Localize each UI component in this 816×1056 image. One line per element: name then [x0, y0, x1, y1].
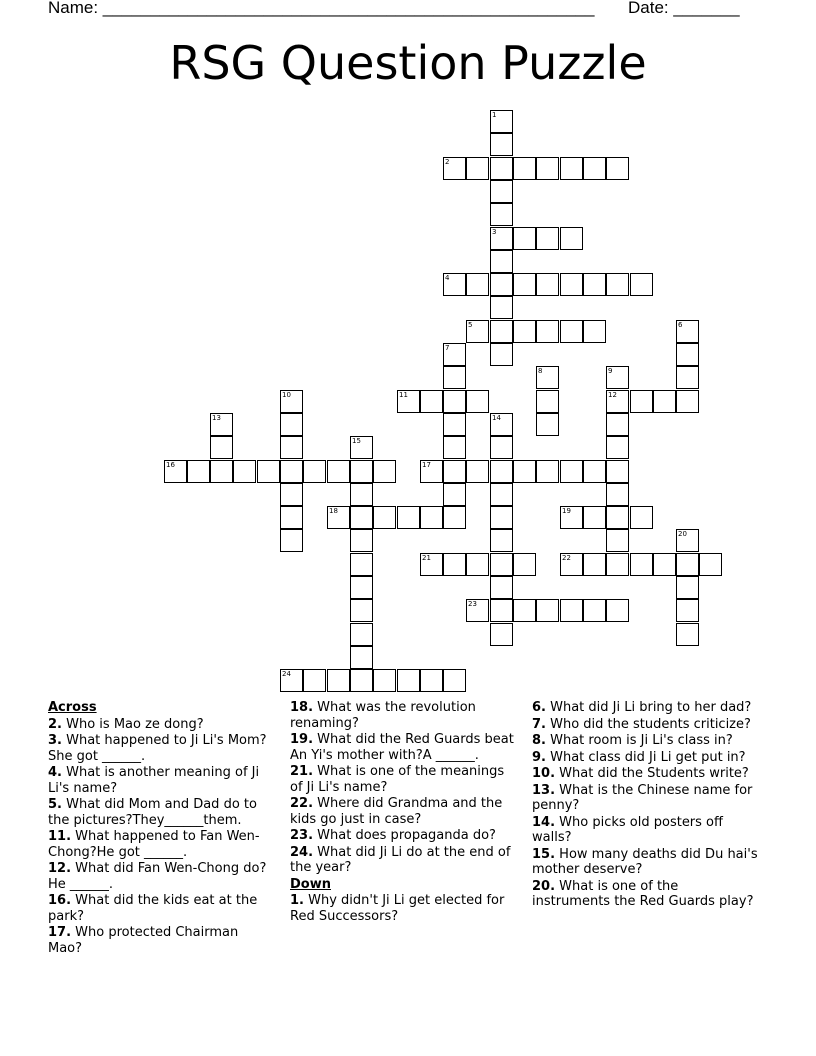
clue-number: 17.	[48, 925, 72, 940]
grid-cell[interactable]	[490, 296, 513, 319]
clue-number-label: 21	[422, 554, 431, 562]
clue-item	[48, 797, 276, 828]
grid-cell[interactable]	[606, 157, 629, 180]
clue-item	[290, 732, 518, 763]
clue-text: How many deaths did Du hai's mother deserve?	[532, 846, 758, 877]
grid-cell[interactable]	[466, 390, 489, 413]
grid-cell[interactable]	[513, 320, 536, 343]
clue-number-label: 11	[399, 391, 408, 399]
grid-cell[interactable]	[350, 646, 373, 669]
clue-item	[290, 796, 518, 827]
grid-cell[interactable]	[490, 133, 513, 156]
clue-text: What was the revolution renaming?	[290, 700, 476, 731]
clue-column-1	[48, 700, 276, 957]
grid-cell[interactable]	[606, 460, 629, 483]
clue-item	[532, 879, 760, 910]
clue-number: 5.	[48, 797, 62, 812]
grid-cell[interactable]	[443, 460, 466, 483]
grid-cell[interactable]	[513, 227, 536, 250]
clue-number-label: 13	[212, 414, 221, 422]
grid-cell[interactable]	[350, 599, 373, 622]
clue-item	[48, 765, 276, 796]
clue-item	[290, 828, 518, 844]
grid-cell[interactable]	[513, 599, 536, 622]
grid-cell[interactable]	[676, 390, 699, 413]
clue-number: 24.	[290, 844, 314, 860]
clue-number-label: 7	[445, 344, 450, 352]
clue-number: 2.	[48, 716, 62, 732]
clue-text: What does propaganda do?	[313, 828, 496, 843]
clue-text: What did the Red Guards beat An Yi's mother with?A ______.	[290, 732, 514, 763]
clue-number-label: 6	[678, 321, 683, 329]
across-heading: Across	[48, 700, 97, 715]
clue-number: 20.	[532, 878, 556, 894]
clue-number: 11.	[48, 829, 72, 844]
grid-cell[interactable]	[443, 553, 466, 576]
clue-number: 22.	[290, 796, 314, 811]
grid-cell[interactable]	[676, 576, 699, 599]
grid-cell[interactable]	[490, 483, 513, 506]
grid-cell[interactable]	[536, 599, 559, 622]
clue-text: What happened to Ji Li's Mom?She got ______.	[48, 733, 267, 764]
grid-cell[interactable]	[350, 460, 373, 483]
clue-text: Who did the students criticize?	[545, 716, 751, 732]
grid-cell[interactable]	[280, 529, 303, 552]
grid-cell[interactable]	[630, 273, 653, 296]
clue-item	[290, 845, 518, 876]
clue-column-2	[290, 700, 518, 925]
grid-cell[interactable]	[280, 460, 303, 483]
clue-number: 12.	[48, 861, 72, 876]
grid-cell[interactable]	[490, 320, 513, 343]
grid-cell[interactable]	[606, 436, 629, 459]
clue-text: What did Ji Li bring to her dad?	[545, 700, 752, 715]
grid-cell[interactable]	[583, 599, 606, 622]
grid-cell[interactable]	[583, 320, 606, 343]
grid-cell[interactable]	[583, 506, 606, 529]
clue-number: 16.	[48, 893, 72, 908]
clue-number: 6.	[532, 700, 546, 715]
grid-cell[interactable]	[536, 460, 559, 483]
grid-cell[interactable]	[350, 553, 373, 576]
grid-cell[interactable]	[443, 669, 466, 692]
clue-number: 21.	[290, 764, 314, 779]
clue-text: Where did Grandma and the kids go just in case?	[290, 796, 503, 827]
clue-text: What did Mom and Dad do to the pictures?They______them.	[48, 797, 257, 828]
grid-cell[interactable]	[536, 413, 559, 436]
clue-text: What is one of the meanings of Ji Li's name?	[290, 764, 505, 795]
grid-cell[interactable]	[560, 227, 583, 250]
grid-cell[interactable]	[303, 669, 326, 692]
grid-cell[interactable]	[466, 553, 489, 576]
grid-cell[interactable]	[303, 460, 326, 483]
clue-text: What is the Chinese name for penny?	[532, 782, 753, 813]
down-heading: Down	[290, 876, 331, 892]
grid-cell[interactable]	[583, 460, 606, 483]
grid-cell[interactable]	[187, 460, 210, 483]
grid-cell[interactable]	[606, 599, 629, 622]
grid-cell[interactable]	[490, 203, 513, 226]
grid-cell[interactable]	[443, 390, 466, 413]
clue-item	[532, 733, 760, 749]
clue-number: 4.	[48, 765, 62, 780]
grid-cell[interactable]	[560, 320, 583, 343]
clue-number-label: 9	[608, 367, 613, 375]
grid-cell[interactable]	[490, 553, 513, 576]
grid-cell[interactable]	[490, 599, 513, 622]
grid-cell[interactable]	[490, 529, 513, 552]
clue-item	[532, 766, 760, 782]
clue-number: 23.	[290, 828, 314, 843]
grid-cell[interactable]	[676, 599, 699, 622]
clue-column-3	[532, 700, 760, 911]
grid-cell[interactable]	[280, 506, 303, 529]
grid-cell[interactable]	[606, 553, 629, 576]
clue-number-label: 18	[329, 507, 338, 515]
clue-text: What class did Ji Li get put in?	[545, 749, 746, 765]
grid-cell[interactable]	[583, 157, 606, 180]
clue-number-label: 1	[492, 111, 497, 119]
grid-cell[interactable]	[490, 576, 513, 599]
clue-item	[48, 893, 276, 924]
grid-cell[interactable]	[350, 506, 373, 529]
grid-cell[interactable]	[373, 669, 396, 692]
clue-number-label: 22	[562, 554, 571, 562]
grid-cell[interactable]	[490, 623, 513, 646]
grid-cell[interactable]	[443, 506, 466, 529]
clue-text: Why didn't Ji Li get elected for Red Successors?	[290, 893, 505, 924]
grid-cell[interactable]	[443, 436, 466, 459]
grid-cell[interactable]	[280, 483, 303, 506]
grid-cell[interactable]	[583, 553, 606, 576]
grid-cell[interactable]	[327, 669, 350, 692]
grid-cell[interactable]	[443, 483, 466, 506]
grid-cell[interactable]	[630, 553, 653, 576]
clue-number-label: 16	[166, 461, 175, 469]
clue-number: 3.	[48, 733, 62, 748]
clue-text: What happened to Fan Wen-Chong?He got ______.	[48, 829, 260, 860]
clue-item	[532, 700, 760, 716]
grid-cell[interactable]	[490, 180, 513, 203]
grid-cell[interactable]	[676, 343, 699, 366]
grid-cell[interactable]	[699, 553, 722, 576]
clue-item	[48, 733, 276, 764]
clue-number: 18.	[290, 700, 314, 715]
grid-cell[interactable]	[397, 669, 420, 692]
clue-number-label: 17	[422, 461, 431, 469]
grid-cell[interactable]	[350, 576, 373, 599]
grid-cell[interactable]	[676, 623, 699, 646]
clue-text: Who picks old posters off walls?	[532, 814, 723, 845]
grid-cell[interactable]	[536, 390, 559, 413]
clue-item	[48, 829, 276, 860]
grid-cell[interactable]	[350, 529, 373, 552]
clue-number-label: 14	[492, 414, 501, 422]
clue-number: 19.	[290, 732, 314, 747]
clue-number-label: 10	[282, 391, 291, 399]
grid-cell[interactable]	[280, 436, 303, 459]
clue-number: 15.	[532, 846, 556, 862]
clue-number-label: 20	[678, 530, 687, 538]
clue-text: What room is Ji Li's class in?	[545, 733, 733, 748]
grid-cell[interactable]	[630, 390, 653, 413]
clue-text: What did Fan Wen-Chong do? He ______.	[48, 861, 267, 892]
grid-cell[interactable]	[606, 483, 629, 506]
grid-cell[interactable]	[490, 343, 513, 366]
grid-cell[interactable]	[513, 553, 536, 576]
grid-cell[interactable]	[466, 460, 489, 483]
grid-cell[interactable]	[606, 273, 629, 296]
clue-item	[532, 815, 760, 846]
grid-cell[interactable]	[490, 273, 513, 296]
clue-item	[532, 717, 760, 733]
clue-text: What did the kids eat at the park?	[48, 893, 258, 924]
clue-item	[532, 783, 760, 814]
clue-number: 1.	[290, 893, 304, 908]
grid-cell[interactable]	[350, 483, 373, 506]
clue-text: What did Ji Li do at the end of the year?	[290, 844, 511, 875]
grid-cell[interactable]	[420, 669, 443, 692]
clue-text: Who protected Chairman Mao?	[48, 925, 239, 956]
clue-number: 9.	[532, 749, 546, 765]
grid-cell[interactable]	[210, 436, 233, 459]
clue-number: 14.	[532, 814, 556, 830]
grid-cell[interactable]	[420, 390, 443, 413]
grid-cell[interactable]	[653, 390, 676, 413]
clue-text: What did the Students write?	[555, 766, 749, 781]
grid-cell[interactable]	[560, 273, 583, 296]
grid-cell[interactable]	[490, 157, 513, 180]
grid-cell[interactable]	[257, 460, 280, 483]
grid-cell[interactable]	[536, 157, 559, 180]
grid-cell[interactable]	[560, 599, 583, 622]
grid-cell[interactable]	[443, 413, 466, 436]
clue-number-label: 5	[468, 321, 473, 329]
clue-number-label: 12	[608, 391, 617, 399]
clue-number-label: 15	[352, 437, 361, 445]
grid-cell[interactable]	[327, 460, 350, 483]
grid-cell[interactable]	[653, 553, 676, 576]
clue-number-label: 8	[538, 367, 543, 375]
grid-cell[interactable]	[676, 553, 699, 576]
grid-cell[interactable]	[373, 506, 396, 529]
grid-cell[interactable]	[280, 413, 303, 436]
grid-cell[interactable]	[560, 460, 583, 483]
clue-number-label: 3	[492, 228, 497, 236]
grid-cell[interactable]	[513, 273, 536, 296]
clue-number-label: 24	[282, 670, 291, 678]
clue-number-label: 2	[445, 158, 450, 166]
grid-cell[interactable]	[606, 529, 629, 552]
grid-cell[interactable]	[536, 227, 559, 250]
grid-cell[interactable]	[583, 273, 606, 296]
clue-item	[48, 717, 276, 733]
grid-cell[interactable]	[373, 460, 396, 483]
grid-cell[interactable]	[513, 157, 536, 180]
grid-cell[interactable]	[350, 623, 373, 646]
clue-number-label: 23	[468, 600, 477, 608]
grid-cell[interactable]	[630, 506, 653, 529]
clue-item	[48, 861, 276, 892]
grid-cell[interactable]	[397, 506, 420, 529]
clue-item	[290, 700, 518, 731]
grid-cell[interactable]	[490, 436, 513, 459]
clue-item	[290, 893, 518, 924]
grid-cell[interactable]	[490, 250, 513, 273]
grid-cell[interactable]	[536, 320, 559, 343]
puzzle-title: RSG Question Puzzle	[169, 36, 647, 90]
clue-text: Who is Mao ze dong?	[61, 716, 204, 732]
clue-number: 10.	[532, 766, 556, 781]
clue-number-label: 19	[562, 507, 571, 515]
grid-cell[interactable]	[466, 157, 489, 180]
grid-cell[interactable]	[420, 506, 443, 529]
grid-cell[interactable]	[350, 669, 373, 692]
grid-cell[interactable]	[490, 460, 513, 483]
clue-item	[290, 764, 518, 795]
grid-cell[interactable]	[606, 413, 629, 436]
grid-cell[interactable]	[443, 366, 466, 389]
clue-number: 13.	[532, 782, 556, 798]
grid-cell[interactable]	[513, 460, 536, 483]
grid-cell[interactable]	[536, 273, 559, 296]
clue-item	[532, 847, 760, 878]
grid-cell[interactable]	[490, 506, 513, 529]
clue-item	[532, 750, 760, 766]
clue-number: 7.	[532, 716, 546, 732]
name-field[interactable]: Name: ____________________________________________________	[48, 0, 595, 17]
date-field[interactable]: Date: _______	[628, 0, 740, 17]
clue-number-label: 4	[445, 274, 450, 282]
grid-cell[interactable]	[606, 506, 629, 529]
clue-number: 8.	[532, 733, 546, 748]
clue-item	[48, 925, 276, 956]
clue-text: What is one of the instruments the Red Guards play?	[532, 878, 754, 909]
grid-cell[interactable]	[210, 460, 233, 483]
grid-cell[interactable]	[676, 366, 699, 389]
clue-text: What is another meaning of Ji Li's name?	[48, 765, 260, 796]
grid-cell[interactable]	[466, 273, 489, 296]
grid-cell[interactable]	[233, 460, 256, 483]
grid-cell[interactable]	[560, 157, 583, 180]
